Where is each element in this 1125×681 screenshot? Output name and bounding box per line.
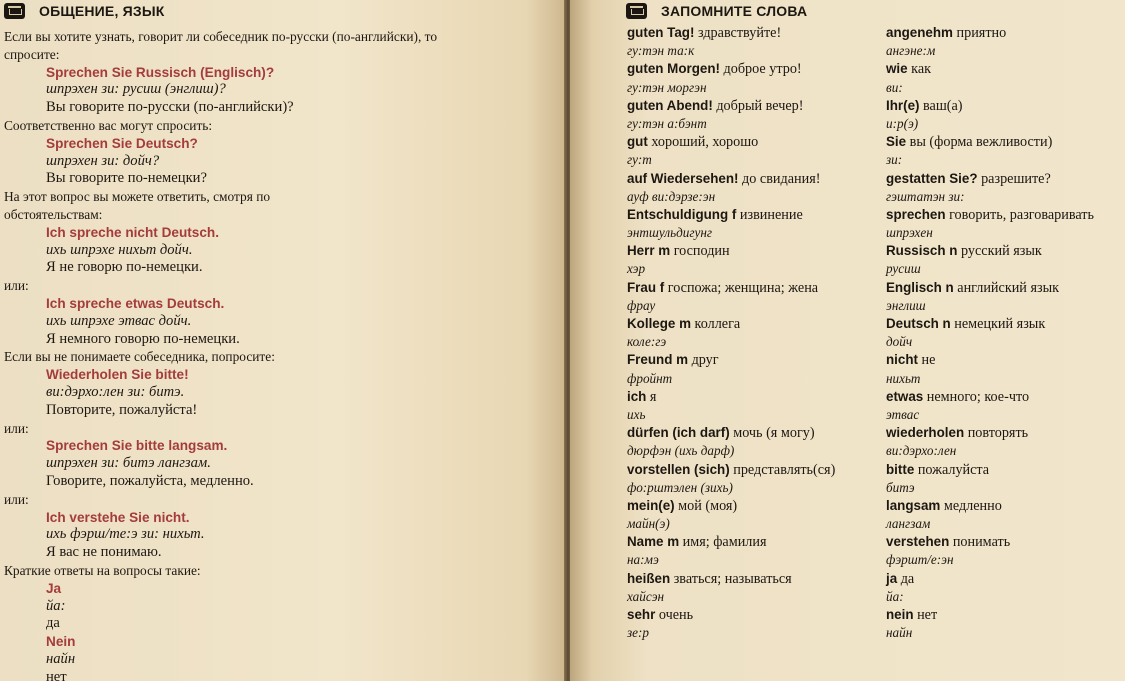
transcription: йа: bbox=[46, 597, 66, 614]
vocab-entry bbox=[886, 533, 1125, 551]
russian-meaning: госпожа; женщина; жена bbox=[664, 279, 819, 296]
transcription: фройнт bbox=[627, 370, 673, 386]
transcription: шпрэхен зи: русиш (энглиш)? bbox=[46, 81, 226, 98]
vocab-entry bbox=[886, 606, 1125, 624]
german-phrase: Ja bbox=[46, 580, 62, 596]
vocab-entry bbox=[627, 606, 917, 624]
transcription: ауф ви:дэрзе:эн bbox=[627, 188, 716, 204]
transcription: фрау bbox=[627, 297, 656, 313]
russian-meaning: немного; кое-что bbox=[923, 388, 1030, 405]
german-word: sprechen bbox=[886, 206, 946, 222]
vocab-entry bbox=[627, 351, 917, 369]
german-word: auf Wiedersehen! bbox=[627, 170, 739, 186]
german-word: guten Abend! bbox=[627, 97, 713, 113]
vocab-entry bbox=[886, 206, 1125, 224]
russian-meaning: говорить, разговаривать bbox=[945, 206, 1094, 223]
instruction-line: или: bbox=[4, 278, 29, 294]
german-word: angenehm bbox=[886, 25, 953, 40]
german-word: mein(e) bbox=[627, 497, 675, 513]
vocab-entry bbox=[886, 351, 1125, 369]
german-word: Herr m bbox=[627, 243, 671, 259]
transcription: гу:тэн та:к bbox=[627, 43, 695, 59]
vocab-entry bbox=[627, 497, 917, 515]
transcription: фэршт/е:эн bbox=[886, 552, 954, 568]
german-word: verstehen bbox=[886, 534, 950, 550]
russian-meaning: добрый вечер! bbox=[712, 97, 804, 114]
vocab-entry bbox=[886, 133, 1125, 151]
section-title: ЗАПОМНИТЕ СЛОВА bbox=[661, 3, 808, 19]
german-phrase: Ich spreche etwas Deutsch. bbox=[46, 295, 225, 311]
russian-meaning: понимать bbox=[949, 534, 1011, 551]
vocab-entry bbox=[886, 497, 1125, 515]
german-phrase: Ich verstehe Sie nicht. bbox=[46, 509, 190, 525]
transcription: этвас bbox=[886, 406, 920, 422]
german-word: gestatten Sie? bbox=[886, 170, 978, 186]
vocab-entry bbox=[627, 170, 917, 188]
transcription: шпрэхен зи: дойч? bbox=[46, 152, 160, 169]
vocab-entry bbox=[627, 388, 917, 406]
german-word: etwas bbox=[886, 388, 924, 404]
russian-meaning: нет bbox=[913, 607, 938, 623]
vocab-entry bbox=[886, 60, 1125, 78]
german-word: nein bbox=[886, 607, 914, 622]
transcription: найн bbox=[886, 625, 913, 641]
transcription: йа: bbox=[886, 588, 904, 604]
instruction-line: или: bbox=[4, 491, 29, 507]
russian-meaning: зваться; называться bbox=[670, 570, 792, 587]
vocab-entry bbox=[886, 170, 1125, 188]
vocab-entry bbox=[627, 133, 917, 151]
russian-meaning: русский язык bbox=[957, 243, 1042, 260]
vocab-entry bbox=[627, 279, 917, 297]
russian-meaning: я bbox=[646, 388, 657, 405]
vocab-entry bbox=[627, 242, 917, 260]
transcription: зи: bbox=[886, 152, 903, 168]
german-word: langsam bbox=[886, 497, 941, 513]
russian-meaning: извинение bbox=[736, 206, 803, 223]
german-word: guten Morgen! bbox=[627, 61, 720, 77]
transcription: ихь шпрэхе этвас дойч. bbox=[46, 312, 192, 329]
transcription: энглиш bbox=[886, 297, 926, 313]
russian-translation: нет bbox=[46, 668, 67, 681]
transcription: найн bbox=[46, 650, 76, 667]
german-word: Kollege m bbox=[627, 316, 691, 331]
russian-translation: Я не говорю по-немецки. bbox=[46, 259, 203, 276]
russian-meaning: представлять(ся) bbox=[729, 461, 836, 478]
transcription: зе:р bbox=[627, 625, 649, 641]
vocab-entry bbox=[627, 315, 917, 333]
vocab-entry bbox=[886, 97, 1125, 115]
vocab-entry bbox=[886, 242, 1125, 260]
instruction-line: или: bbox=[4, 420, 29, 436]
instruction-line: Если вы не понимаете собеседника, попросите: bbox=[4, 349, 275, 365]
transcription: ихь bbox=[627, 406, 646, 422]
vocabulary-icon bbox=[626, 3, 647, 19]
german-word: ja bbox=[886, 570, 898, 586]
german-word: dürfen (ich darf) bbox=[627, 425, 730, 441]
transcription: шпрэхен зи: битэ лангзам. bbox=[46, 455, 211, 472]
german-phrase: Nein bbox=[46, 634, 76, 650]
transcription: ви: bbox=[886, 79, 903, 95]
transcription: хайсэн bbox=[627, 588, 665, 604]
right-section-header bbox=[626, 0, 807, 22]
section-title: ОБЩЕНИЕ, ЯЗЫК bbox=[39, 3, 165, 19]
transcription: и:р(э) bbox=[886, 115, 919, 131]
vocab-entry bbox=[627, 24, 917, 42]
russian-meaning: доброе утро! bbox=[719, 61, 802, 78]
russian-translation: Повторите, пожалуйста! bbox=[46, 401, 198, 418]
transcription: ви:дэрхо:лен bbox=[886, 443, 957, 459]
german-phrase: Ich spreche nicht Deutsch. bbox=[46, 224, 219, 240]
russian-translation: Я вас не понимаю. bbox=[46, 544, 162, 561]
german-word: bitte bbox=[886, 461, 915, 477]
transcription: нихьт bbox=[886, 370, 921, 386]
transcription: коле:гэ bbox=[627, 334, 667, 350]
russian-meaning: мой (моя) bbox=[674, 497, 738, 514]
transcription: ихь фэрш/те:э зи: нихьт. bbox=[46, 526, 205, 543]
russian-meaning: мочь (я могу) bbox=[729, 425, 815, 442]
russian-translation: Вы говорите по-немецки? bbox=[46, 170, 207, 187]
instruction-line: Соответственно вас могут спросить: bbox=[4, 117, 213, 133]
german-word: wiederholen bbox=[886, 425, 965, 441]
phrase-list bbox=[4, 28, 534, 681]
german-word: Englisch n bbox=[886, 279, 954, 295]
vocab-entry bbox=[886, 388, 1125, 406]
vocab-entry bbox=[627, 533, 917, 551]
vocab-entry bbox=[886, 315, 1125, 333]
transcription: хэр bbox=[627, 261, 646, 277]
russian-meaning: ваш(а) bbox=[919, 97, 963, 114]
russian-meaning: здравствуйте! bbox=[694, 25, 782, 41]
transcription: битэ bbox=[886, 479, 915, 495]
vocab-entry bbox=[886, 424, 1125, 442]
german-word: heißen bbox=[627, 570, 671, 586]
russian-meaning: медленно bbox=[940, 497, 1002, 514]
german-word: Name m bbox=[627, 534, 680, 550]
left-section-header bbox=[4, 0, 165, 22]
german-word: Deutsch n bbox=[886, 316, 951, 331]
instruction-line: обстоятельствам: bbox=[4, 206, 103, 222]
vocabulary-column-2 bbox=[886, 24, 1125, 642]
transcription: на:мэ bbox=[627, 552, 659, 568]
russian-meaning: немецкий язык bbox=[950, 316, 1046, 332]
transcription: энтшульдигунг bbox=[627, 225, 713, 241]
german-word: gut bbox=[627, 134, 648, 150]
transcription: дюрфэн (ихь дарф) bbox=[627, 443, 735, 459]
russian-meaning: английский язык bbox=[953, 279, 1059, 296]
vocab-entry bbox=[627, 60, 917, 78]
right-page bbox=[570, 0, 1125, 681]
transcription: ви:дэрхо:лен зи: битэ. bbox=[46, 383, 185, 400]
transcription: майн(э) bbox=[627, 516, 670, 532]
russian-translation: да bbox=[46, 615, 60, 632]
german-word: Ihr(e) bbox=[886, 97, 920, 113]
transcription: лангзам bbox=[886, 516, 931, 532]
russian-translation: Я немного говорю по-немецки. bbox=[46, 330, 240, 347]
russian-meaning: имя; фамилия bbox=[679, 534, 767, 551]
vocab-entry bbox=[886, 279, 1125, 297]
german-word: nicht bbox=[886, 352, 918, 368]
russian-meaning: не bbox=[918, 352, 936, 369]
instruction-line: Если вы хотите узнать, говорит ли собеседник по-русски (по-английски), то bbox=[4, 29, 438, 44]
russian-meaning: разрешите? bbox=[977, 170, 1051, 187]
german-word: Frau f bbox=[627, 279, 665, 295]
german-phrase: Sprechen Sie Russisch (Englisch)? bbox=[46, 64, 275, 80]
russian-meaning: друг bbox=[688, 352, 719, 369]
instruction-line: На этот вопрос вы можете ответить, смотря по bbox=[4, 189, 271, 205]
russian-meaning: приятно bbox=[952, 25, 1007, 41]
russian-meaning: очень bbox=[655, 607, 694, 623]
vocab-entry bbox=[627, 424, 917, 442]
vocab-entry bbox=[627, 570, 917, 588]
german-word: vorstellen (sich) bbox=[627, 461, 730, 477]
german-word: ich bbox=[627, 388, 647, 404]
speech-icon bbox=[4, 3, 25, 19]
transcription: фо:рштэлен (зихь) bbox=[627, 479, 733, 495]
transcription: ангэне:м bbox=[886, 43, 936, 59]
russian-meaning: вы (форма вежливости) bbox=[906, 134, 1053, 151]
russian-meaning: хороший, хорошо bbox=[647, 134, 759, 151]
vocab-entry bbox=[886, 461, 1125, 479]
vocab-entry bbox=[627, 97, 920, 115]
vocab-entry bbox=[886, 24, 1125, 42]
russian-meaning: до свидания! bbox=[738, 170, 821, 187]
transcription: гу:т bbox=[627, 152, 652, 168]
russian-translation: Вы говорите по-русски (по-английски)? bbox=[46, 99, 294, 116]
russian-translation: Говорите, пожалуйста, медленно. bbox=[46, 472, 254, 489]
russian-meaning: как bbox=[907, 61, 932, 78]
german-word: Russisch n bbox=[886, 243, 958, 259]
russian-meaning: повторять bbox=[964, 425, 1029, 442]
russian-meaning: господин bbox=[670, 243, 730, 260]
transcription: ихь шпрэхе нихьт дойч. bbox=[46, 241, 193, 258]
german-phrase: Sprechen Sie bitte langsam. bbox=[46, 438, 228, 454]
russian-meaning: пожалуйста bbox=[914, 461, 990, 478]
transcription: шпрэхен bbox=[886, 225, 933, 241]
german-word: guten Tag! bbox=[627, 25, 695, 40]
german-word: wie bbox=[886, 61, 908, 77]
german-word: Entschuldigung f bbox=[627, 206, 737, 222]
german-word: sehr bbox=[627, 607, 656, 622]
russian-meaning: коллега bbox=[691, 316, 741, 332]
vocab-entry bbox=[627, 461, 917, 479]
transcription: гу:тэн а:бэнт bbox=[627, 115, 707, 131]
german-word: Freund m bbox=[627, 352, 689, 368]
transcription: гэштатэн зи: bbox=[886, 188, 965, 204]
vocab-entry bbox=[886, 570, 1125, 588]
instruction-line: спросите: bbox=[4, 46, 60, 62]
german-phrase: Sprechen Sie Deutsch? bbox=[46, 135, 198, 151]
german-phrase: Wiederholen Sie bitte! bbox=[46, 367, 189, 383]
transcription: русиш bbox=[886, 261, 921, 277]
transcription: гу:тэн моргэн bbox=[627, 79, 707, 95]
instruction-line: Краткие ответы на вопросы такие: bbox=[4, 562, 201, 578]
transcription: дойч bbox=[886, 334, 913, 350]
german-word: Sie bbox=[886, 134, 907, 150]
russian-meaning: да bbox=[897, 570, 915, 587]
vocab-entry bbox=[627, 206, 917, 224]
